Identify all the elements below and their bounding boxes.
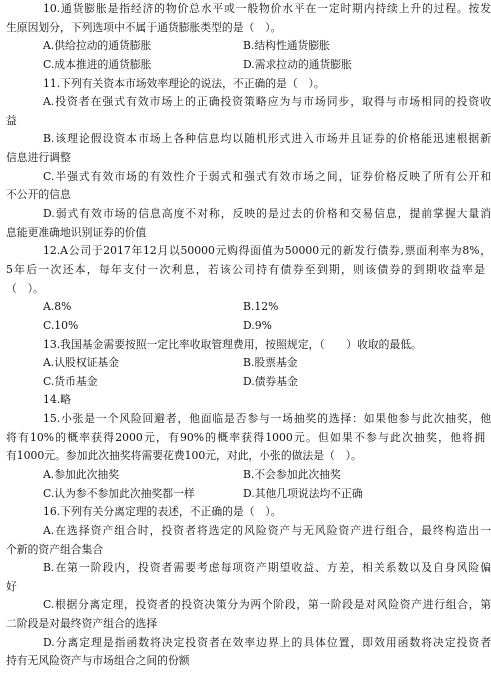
q13-option-b: B.股票基金 bbox=[243, 356, 298, 370]
q11-option-c-line-1: C.半强式有效市场的有效性介于弱式和强式有效市场之间，证券价格反映了所有公开和 bbox=[43, 169, 491, 183]
q14-stem: 14.略 bbox=[43, 393, 71, 407]
q12-stem-line-2: 5年后一次还本，每年支付一次利息，若该公司持有债券至到期，则该债券的到期收益率是 bbox=[6, 262, 485, 276]
q11-option-b-line-2: 信息进行调整 bbox=[6, 151, 71, 165]
q16-stem: 16.下列有关分离定理的表述，不正确的是（ ）。 bbox=[43, 505, 282, 519]
q13-options-row-2 bbox=[0, 373, 491, 392]
q16-option-d-line-2: 持有无风险资产与市场组合之间的份额 bbox=[6, 654, 190, 668]
q16-option-c-line-1: C.根据分离定理，投资者的投资决策分为两个阶段，第一阶段是对风险资产进行组合，第 bbox=[43, 598, 491, 612]
q15-stem-line-3: 有1000元。参加此次抽奖将需要花费100元，对此，小张的做法是（ ）。 bbox=[6, 449, 362, 463]
q10-stem-line-2: 生原因划分，下列选项中不属于通货膨胀类型的是（ ）。 bbox=[6, 20, 282, 34]
q12-option-a: A.8% bbox=[43, 300, 72, 314]
q15-stem-line-2: 将有10%的概率获得2000元，有90%的概率获得1000元。但如果不参与此次抽奖，他将拥 bbox=[6, 430, 485, 444]
q15-options-row-2 bbox=[0, 485, 491, 504]
q10-option-c: C.成本推进的通货膨胀 bbox=[43, 57, 152, 71]
q10-option-b: B.结构性通货膨胀 bbox=[243, 39, 330, 53]
q16-option-b-line-1: B.在第一阶段内，投资者需要考虑每项资产期望收益、方差，相关系数以及自身风险偏 bbox=[43, 561, 491, 575]
q15-option-b: B.不会参加此次抽奖 bbox=[243, 467, 341, 481]
q16-option-b-line-2: 好 bbox=[6, 579, 17, 593]
q15-option-a: A.参加此次抽奖 bbox=[43, 467, 120, 481]
q13-option-a: A.认股权证基金 bbox=[43, 356, 120, 370]
q12-stem-line-1: 12.A公司于2017年12月以50000元购得面值为50000元的新发行债券,票面利率为8%， bbox=[43, 244, 491, 258]
q11-option-d-line-1: D.弱式有效市场的信息高度不对称，反映的是过去的价格和交易信息，提前掌握大量消 bbox=[43, 207, 491, 221]
q10-options-row-2 bbox=[0, 56, 491, 75]
q11-stem: 11.下列有关资本市场效率理论的说法，不正确的是（ ）。 bbox=[43, 76, 325, 90]
q12-option-b: B.12% bbox=[243, 300, 279, 314]
q15-stem-line-1: 15.小张是一个风险回避者，他面临是否参与一场抽奖的选择：如果他参与此次抽奖，他 bbox=[43, 412, 491, 426]
q11-option-a-line-2: 益 bbox=[6, 113, 17, 127]
q10-option-d: D.需求拉动的通货膨胀 bbox=[243, 57, 352, 71]
q13-stem: 13.我国基金需要按照一定比率收取管理费用，按照规定，（ ）收取的最低。 bbox=[43, 337, 422, 351]
q10-option-a: A.供给拉动的通货膨胀 bbox=[43, 39, 152, 53]
q16-option-c-line-2: 二阶段是对最终资产组合的选择 bbox=[6, 617, 158, 631]
q12-options-row-1 bbox=[0, 298, 491, 317]
q15-option-c: C.认为参不参加此次抽奖都一样 bbox=[43, 486, 195, 500]
q15-option-d: D.其他几项说法均不正确 bbox=[243, 486, 363, 500]
q10-stem-line-1: 10.通货膨胀是指经济的物价总水平或一般物价水平在一定时期内持续上升的过程。按发 bbox=[43, 2, 491, 15]
q12-options-row-2 bbox=[0, 317, 491, 336]
q12-option-d: D.9% bbox=[243, 318, 272, 332]
q13-option-c: C.货币基金 bbox=[43, 374, 98, 388]
q13-option-d: D.债券基金 bbox=[243, 374, 298, 388]
q11-option-b-line-1: B.该理论假设资本市场上各种信息均以随机形式进入市场并且证券的价格能迅速根据新 bbox=[43, 132, 491, 146]
q16-option-a-line-1: A.在选择资产组合时，投资者将选定的风险资产与无风险资产进行组合，最终构造出一 bbox=[43, 523, 491, 537]
q10-options-row-1 bbox=[0, 37, 491, 56]
q15-options-row-1 bbox=[0, 466, 491, 485]
q12-stem-line-3: （ ）。 bbox=[6, 281, 44, 295]
q16-option-a-line-2: 个新的资产组合集合 bbox=[6, 542, 104, 556]
q13-options-row-1 bbox=[0, 354, 491, 373]
q11-option-a-line-1: A.投资者在强式有效市场上的正确投资策略应为与市场同步，取得与市场相同的投资收 bbox=[43, 95, 491, 109]
q11-option-d-line-2: 息能更准确地识别证券的价值 bbox=[6, 225, 147, 239]
q16-option-d-line-1: D.分离定理是指函数将决定投资者在效率边界上的具体位置，即效用函数将决定投资者 bbox=[43, 635, 491, 649]
q12-option-c: C.10% bbox=[43, 318, 79, 332]
q11-option-c-line-2: 不公开的信息 bbox=[6, 188, 71, 202]
